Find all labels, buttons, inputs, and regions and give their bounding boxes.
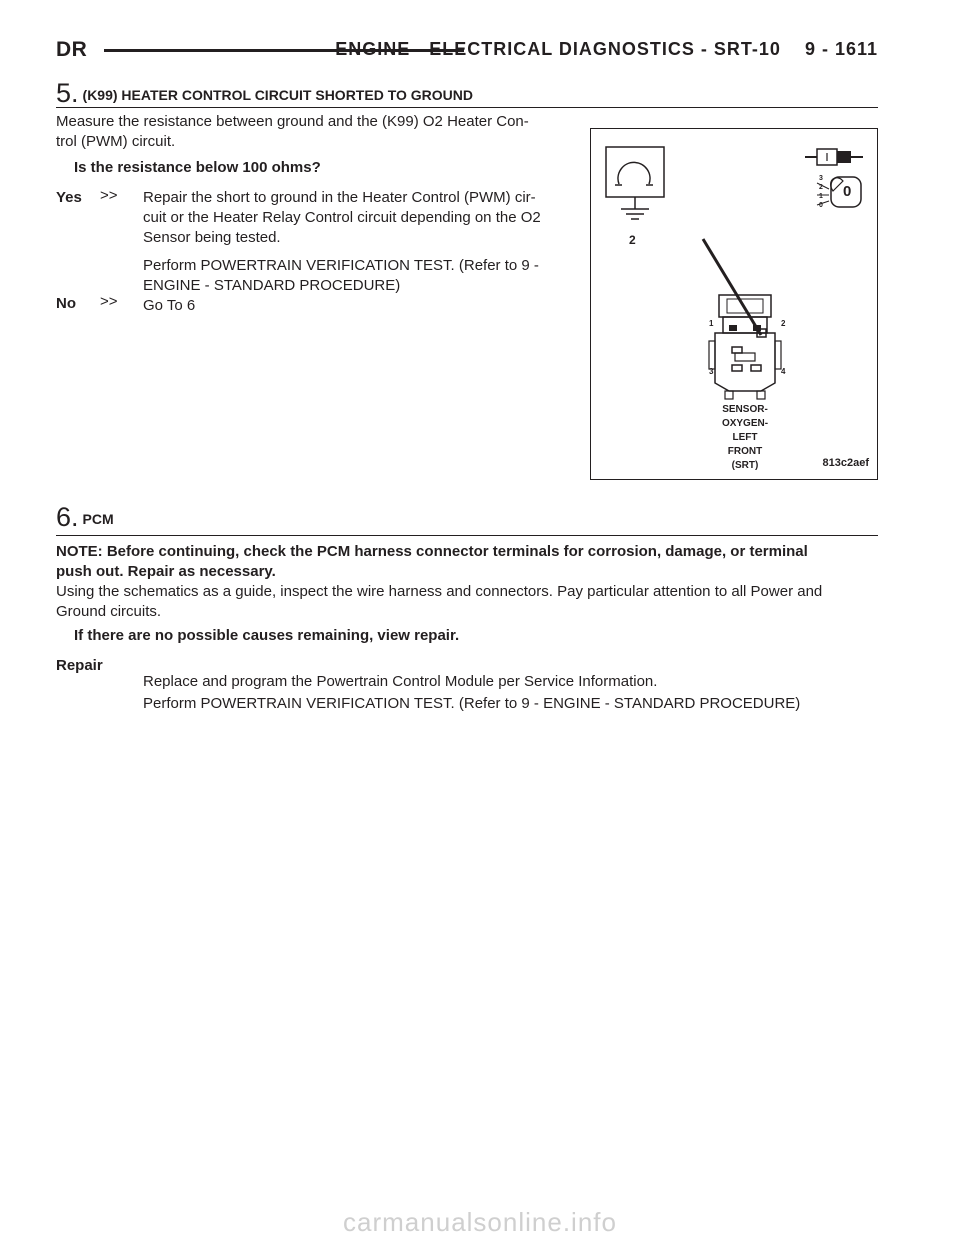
sensor-caption-line: LEFT bbox=[732, 432, 758, 443]
pin-cavity bbox=[732, 365, 742, 371]
connector-figure bbox=[590, 128, 878, 480]
header-title-block bbox=[335, 39, 878, 60]
ohmmeter-box bbox=[606, 147, 664, 197]
step-5-instruction-line: Measure the resistance between ground and the (K99) O2 Heater Con- bbox=[56, 113, 529, 130]
header-model: DR bbox=[56, 38, 88, 61]
step-5-yes-line: Perform POWERTRAIN VERIFICATION TEST. (Refer to 9 - bbox=[143, 257, 539, 274]
step-6-repair-line-2: Perform POWERTRAIN VERIFICATION TEST. (Refer to 9 - ENGINE - STANDARD PROCEDURE) bbox=[143, 695, 801, 712]
watermark: carmanualsonline.info bbox=[343, 1207, 617, 1237]
step-5-instruction bbox=[56, 112, 556, 152]
header-title: ENGINE - ELECTRICAL DIAGNOSTICS - SRT-10 bbox=[335, 39, 781, 59]
sensor-caption-line: SENSOR- bbox=[722, 404, 768, 415]
step-5-yes-action bbox=[143, 188, 556, 296]
step-5-yes-arrow: >> bbox=[100, 187, 118, 204]
step-6-body-line: Using the schematics as a guide, inspect the wire harness and connectors. Pay particular attention to all Power and bbox=[56, 583, 823, 600]
ground-number-label: 2 bbox=[629, 233, 636, 247]
sensor-caption bbox=[705, 403, 785, 473]
sensor-caption-line: OXYGEN- bbox=[721, 418, 769, 429]
step-6-body-line: Ground circuits. bbox=[56, 603, 162, 620]
step-5-no-arrow: >> bbox=[100, 293, 118, 310]
step-5-heading bbox=[56, 78, 878, 108]
step-6-number: 6. bbox=[56, 502, 79, 532]
step-5-yes-line: cuit or the Heater Relay Control circuit depending on the O2 bbox=[143, 209, 541, 226]
step-5-question: Is the resistance below 100 ohms? bbox=[74, 159, 321, 176]
pin-cavity bbox=[751, 365, 761, 371]
pin-1-label: 1 bbox=[709, 319, 714, 328]
dial-mark: 1 bbox=[819, 193, 823, 200]
step-6-note-line: NOTE: Before continuing, check the PCM harness connector terminals for corrosion, damage, or terminal bbox=[56, 543, 808, 560]
step-6-note bbox=[56, 542, 878, 582]
dial-mark: 3 bbox=[819, 175, 823, 182]
step-5-yes-label[interactable]: Yes bbox=[56, 189, 82, 206]
step-6-body bbox=[56, 582, 878, 622]
step-5-yes-line: Repair the short to ground in the Heater Control (PWM) cir- bbox=[143, 189, 536, 206]
header-page-number: 9 - 1611 bbox=[804, 39, 878, 59]
dial-mark: 0 bbox=[819, 202, 823, 209]
step-6-heading bbox=[56, 502, 878, 536]
step-5-yes-line: ENGINE - STANDARD PROCEDURE) bbox=[143, 277, 401, 294]
pin-4-label: 4 bbox=[781, 367, 786, 376]
connector-body bbox=[715, 333, 775, 391]
dial-knob-label: 0 bbox=[843, 183, 852, 200]
pin-3-label: 3 bbox=[709, 367, 714, 376]
step-5-no-label[interactable]: No bbox=[56, 295, 76, 312]
page-header bbox=[56, 38, 878, 60]
step-5-title: (K99) HEATER CONTROL CIRCUIT SHORTED TO GROUND bbox=[82, 87, 473, 103]
step-6-title: PCM bbox=[82, 511, 114, 527]
step-5-number: 5. bbox=[56, 78, 79, 108]
step-5-instruction-line: trol (PWM) circuit. bbox=[56, 133, 176, 150]
step-5-yes-line: Sensor being tested. bbox=[143, 229, 281, 246]
sensor-caption-line: (SRT) bbox=[731, 460, 759, 471]
step-5-no-action[interactable]: Go To 6 bbox=[143, 297, 196, 314]
dial-mark: 2 bbox=[819, 184, 823, 191]
step-6-question: If there are no possible causes remaining, view repair. bbox=[74, 627, 460, 644]
pin-cavity bbox=[732, 347, 742, 353]
dial-scale bbox=[819, 174, 823, 210]
ohm-symbol-icon bbox=[618, 162, 650, 184]
pin-2-label: 2 bbox=[781, 319, 786, 328]
step-6-repair-label[interactable]: Repair bbox=[56, 657, 103, 674]
figure-id: 813c2aef bbox=[822, 457, 869, 469]
sensor-caption-line: FRONT bbox=[727, 446, 763, 457]
step-6-repair-line-1: Replace and program the Powertrain Control Module per Service Information. bbox=[143, 673, 658, 690]
step-6-note-line: push out. Repair as necessary. bbox=[56, 563, 276, 580]
